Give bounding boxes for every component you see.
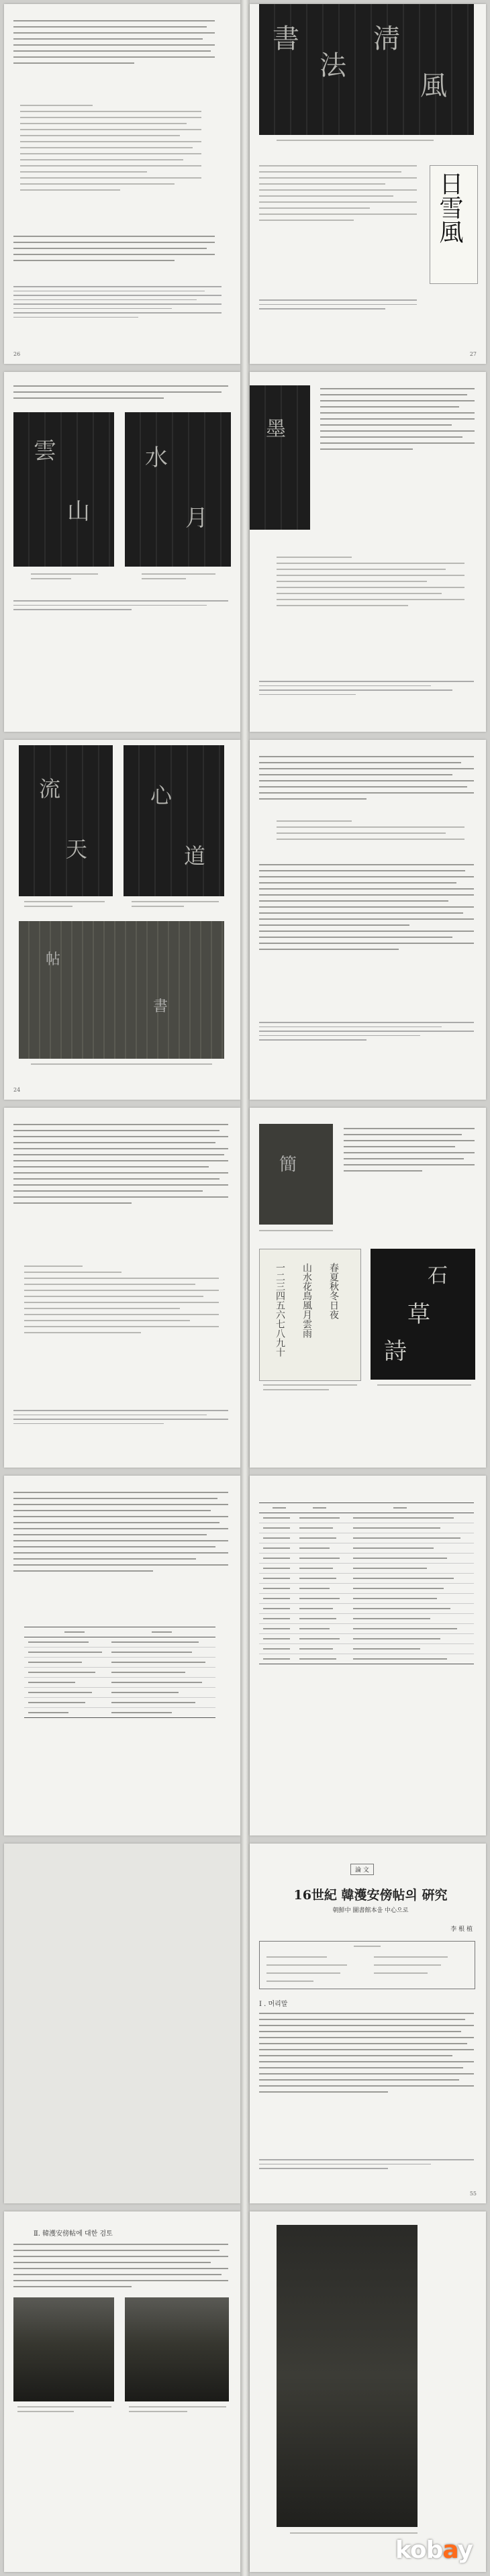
figure-caption [17, 2406, 111, 2412]
page-right [250, 740, 486, 1100]
page-left [4, 740, 240, 1100]
quoted-block [277, 820, 464, 845]
quoted-block [277, 557, 464, 611]
chapter-label: 論 文 [350, 1864, 374, 1875]
spread-6 [0, 1840, 490, 2207]
body-text [259, 864, 474, 955]
figure-caption [31, 1063, 212, 1065]
calligraphy-image: 墨 [250, 385, 310, 530]
footnotes [259, 299, 417, 313]
footnotes [259, 681, 474, 698]
calligraphy-image-left: 雲 山 [13, 412, 114, 567]
scroll-painting-image [277, 2225, 418, 2527]
page-left [4, 372, 240, 732]
article-subtitle: 朝鮮中 圖書館本을 中心으로 [332, 1907, 409, 1914]
spread-1 [0, 0, 490, 368]
spread-7 [0, 2207, 490, 2576]
quoted-block [20, 105, 201, 195]
section-heading: Ⅱ. 韓濩安傍帖에 대한 검토 [34, 2230, 113, 2238]
figure-caption [132, 901, 219, 907]
gutter [240, 1472, 250, 1840]
body-text [13, 1492, 228, 1576]
figure-caption [142, 573, 215, 579]
calligraphy-image: 書 法 淸 風 [259, 4, 474, 135]
page-left [4, 1844, 240, 2203]
page-left [4, 2211, 240, 2572]
page-number: 26 [13, 351, 21, 357]
spread-4 [0, 1104, 490, 1472]
figure-caption [24, 901, 105, 907]
calligraphy-callout [430, 165, 478, 284]
chronology-table [259, 1502, 474, 1664]
quoted-block [24, 1266, 219, 1338]
letter-image: 簡 [259, 1124, 333, 1225]
page-left [4, 1108, 240, 1468]
calligraphy-image-left: 流 天 [19, 745, 113, 896]
kobay-watermark-logo: kobay [395, 2536, 473, 2564]
figure-caption [259, 1230, 333, 1231]
page-right [250, 372, 486, 732]
page-number: 24 [13, 1087, 21, 1093]
footnotes [13, 286, 222, 321]
page-right [250, 4, 486, 364]
calligraphy-image-right: 心 道 [124, 745, 224, 896]
figure-caption [377, 1384, 471, 1386]
table-of-contents [259, 1941, 475, 1989]
page-right [250, 1476, 486, 1835]
figure-caption [263, 1384, 357, 1390]
painting-image-right [125, 2297, 229, 2401]
painting-image-left [13, 2297, 114, 2401]
spread-3 [0, 736, 490, 1104]
callout-text: 日雪風 [436, 171, 463, 244]
figure-caption [290, 2532, 418, 2534]
caption-block [259, 165, 417, 226]
spread-5 [0, 1472, 490, 1840]
figure-caption [129, 2406, 226, 2412]
handwritten-page-image: 一二三四五六七八九十 山水花鳥風月雲雨 春夏秋冬日夜 [259, 1249, 361, 1381]
footnotes [259, 1022, 474, 1044]
footnotes [259, 2159, 474, 2173]
figure-caption [277, 140, 451, 141]
comparison-table [24, 1627, 215, 1718]
article-title: 16世紀 韓濩安傍帖의 硏究 [293, 1888, 448, 1903]
gutter [240, 0, 250, 368]
figure-caption [31, 573, 98, 579]
body-text [344, 1128, 475, 1176]
page-right [250, 1108, 486, 1468]
author-name: 李 根 植 [450, 1926, 473, 1933]
title-slip-image: 石 草 詩 [371, 1249, 475, 1380]
spread-2 [0, 368, 490, 736]
page-right [250, 2211, 486, 2572]
page-number: 27 [469, 351, 477, 357]
page-number: 55 [469, 2191, 477, 2197]
gutter [240, 1840, 250, 2207]
gutter [240, 368, 250, 736]
manuscript-image: 帖 書 [19, 921, 224, 1059]
body-text [320, 388, 475, 455]
body-text [13, 385, 228, 403]
footnotes [13, 1410, 228, 1427]
body-text [259, 2013, 474, 2097]
body-text [13, 236, 215, 266]
gutter [240, 736, 250, 1104]
body-text [259, 756, 474, 804]
gutter [240, 1104, 250, 1472]
page-left [4, 1476, 240, 1835]
gutter [240, 2207, 250, 2576]
page-right [250, 1844, 486, 2203]
body-text [13, 2244, 228, 2292]
body-text [13, 20, 215, 68]
calligraphy-image-right: 水 月 [125, 412, 231, 567]
page-left [4, 4, 240, 364]
footnotes [13, 600, 228, 614]
section-heading: I . 머리말 [259, 2001, 288, 2008]
body-text [13, 1124, 228, 1208]
